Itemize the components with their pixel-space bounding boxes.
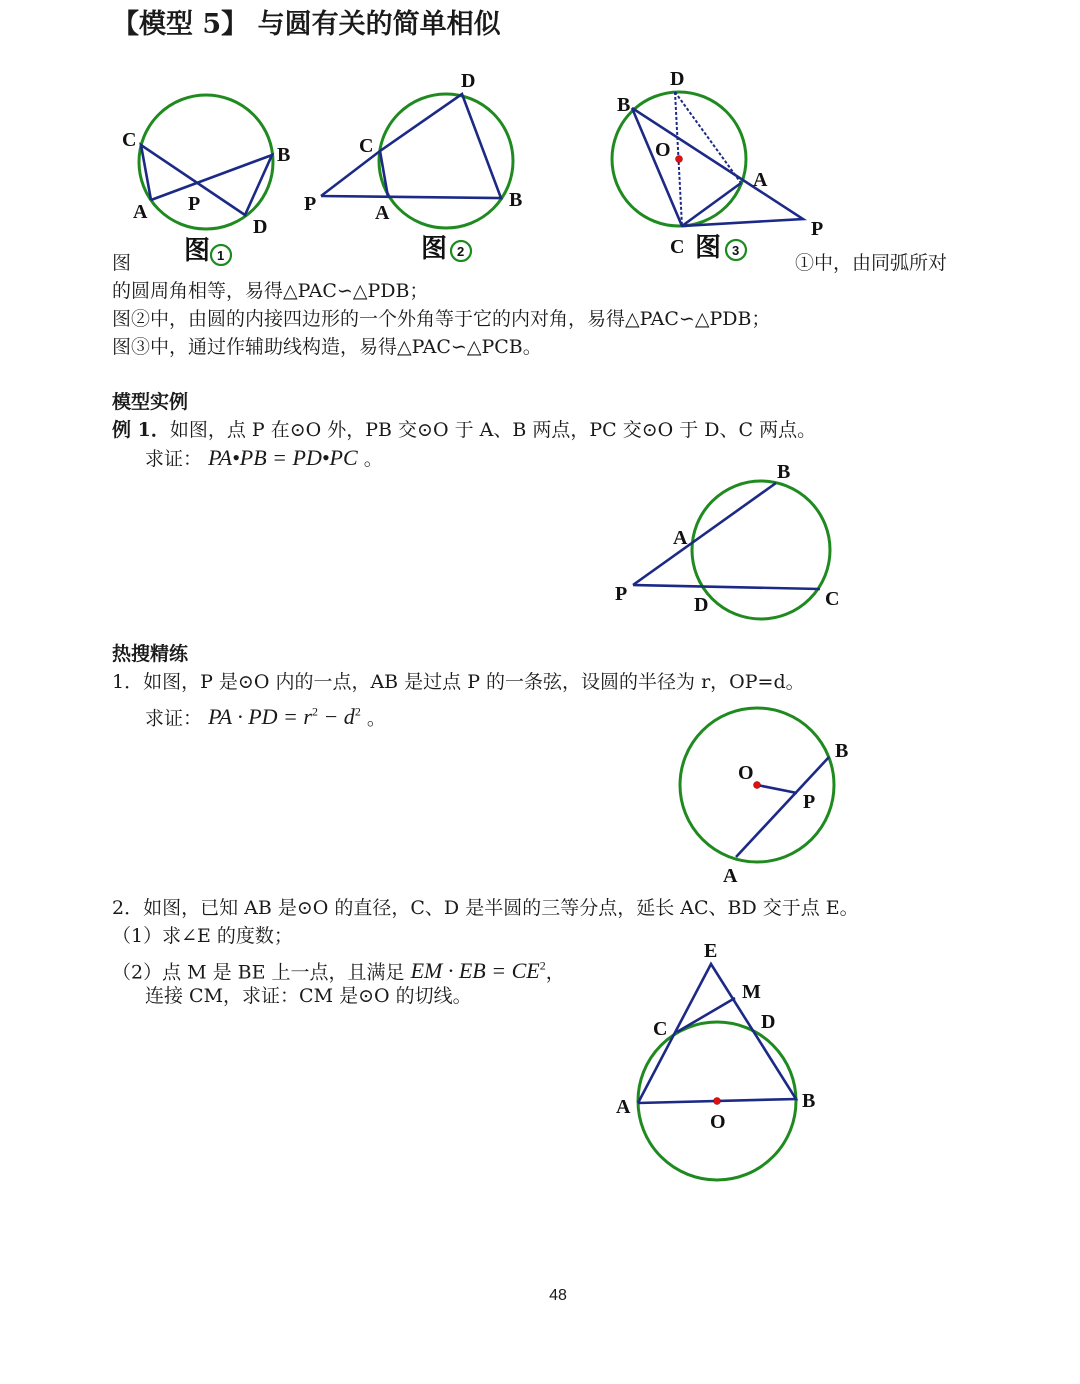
fig3-caption: 图 — [695, 233, 722, 263]
fig3-label-c: C — [670, 236, 685, 258]
ex1-label-b: B — [777, 461, 791, 483]
ex1-label-p: P — [615, 583, 628, 605]
fig3-label-a: A — [753, 169, 768, 191]
q1-end: 。 — [366, 707, 386, 730]
q2-part2-suffix: ， — [545, 961, 565, 984]
q2-part2-prefix: （2）点 M 是 BE 上一点，且满足 — [112, 961, 405, 984]
fig1-num: 1 — [217, 248, 225, 263]
fig3-num: 3 — [732, 243, 740, 258]
practice-q1-text: 1．如图，P 是⊙O 内的一点，AB 是过点 P 的一条弦，设圆的半径为 r，OP=d。 — [112, 671, 805, 693]
example-1-label: 例 1． — [112, 419, 170, 441]
intro-line2: 的圆周角相等，易得△PAC∽△PDB； — [112, 280, 429, 302]
example-1-prove-label: 求证： — [145, 448, 203, 470]
fig2-label-b: B — [509, 189, 523, 211]
ex1-label-a: A — [673, 527, 688, 549]
fig3-label-b: B — [617, 94, 631, 116]
q1-prove-label: 求证： — [145, 707, 203, 730]
page-number: 48 — [549, 1287, 567, 1304]
q2-label-d: D — [761, 1011, 776, 1033]
q2-label-e: E — [704, 940, 718, 962]
fig1-label-b: B — [277, 144, 291, 166]
example-1-end: 。 — [363, 448, 383, 470]
fig1-label-d: D — [253, 216, 268, 238]
example-heading: 模型实例 — [112, 391, 189, 413]
intro-line1-right: ①中，由同弧所对 — [795, 252, 948, 274]
q2-formula-sup: 2 — [539, 959, 546, 973]
q2-center-dot — [714, 1098, 721, 1105]
fig2-label-a: A — [375, 202, 390, 224]
q2-label-o: O — [710, 1111, 726, 1133]
fig1-label-a: A — [133, 201, 148, 223]
q2-label-m: M — [742, 981, 761, 1003]
fig2-num: 2 — [457, 244, 465, 259]
example-1-text: 如图，点 P 在⊙O 外，PB 交⊙O 于 A、B 两点，PC 交⊙O 于 D、C 两点。 — [169, 419, 817, 441]
practice-heading: 热搜精练 — [112, 643, 189, 665]
q1-formula-main: PA · PD = r — [208, 704, 312, 730]
fig3-label-d: D — [670, 68, 685, 90]
intro-line4: 图③中，通过作辅助线构造，易得△PAC∽△PCB。 — [112, 336, 542, 358]
q2-label-c: C — [653, 1018, 668, 1040]
q1-formula-mid: − d — [317, 704, 355, 730]
q1-label-a: A — [723, 865, 738, 887]
ex1-label-d: D — [694, 594, 709, 616]
q2-label-b: B — [802, 1090, 816, 1112]
q2-label-a: A — [616, 1096, 631, 1118]
example-1-formula: PA•PB = PD•PC — [208, 445, 358, 470]
q1-label-o: O — [738, 762, 754, 784]
fig1-label-p: P — [188, 193, 201, 215]
practice-q2-text: 2．如图，已知 AB 是⊙O 的直径，C、D 是半圆的三等分点，延长 AC、BD 交于点 E。 — [112, 897, 859, 919]
fig1-label-c: C — [122, 129, 137, 151]
q1-label-b: B — [835, 740, 849, 762]
q1-formula-sup1: 2 — [311, 705, 318, 719]
fig2-label-c: C — [359, 135, 374, 157]
fig3-label-p: P — [811, 218, 824, 240]
fig1-caption: 图 — [184, 236, 211, 266]
q1-label-p: P — [803, 791, 816, 813]
practice-q2-part1: （1）求∠E 的度数； — [112, 925, 293, 947]
ex1-label-c: C — [825, 588, 840, 610]
fig2-label-p: P — [304, 193, 317, 215]
page-title: 【模型 5】 与圆有关的简单相似 — [112, 9, 501, 40]
intro-line3: 图②中，由圆的内接四边形的一个外角等于它的内对角，易得△PAC∽△PDB； — [112, 308, 771, 330]
fig2-label-d: D — [461, 70, 476, 92]
intro-line1-left: 图 — [112, 252, 132, 274]
fig3-label-o: O — [655, 139, 671, 161]
fig2-caption: 图 — [421, 234, 448, 264]
q2-line-cm — [677, 998, 735, 1032]
q2-formula-main: EM · EB = CE — [410, 958, 540, 984]
q1-formula-sup2: 2 — [354, 705, 361, 719]
practice-q2-part2-line2: 连接 CM，求证：CM 是⊙O 的切线。 — [145, 985, 472, 1007]
